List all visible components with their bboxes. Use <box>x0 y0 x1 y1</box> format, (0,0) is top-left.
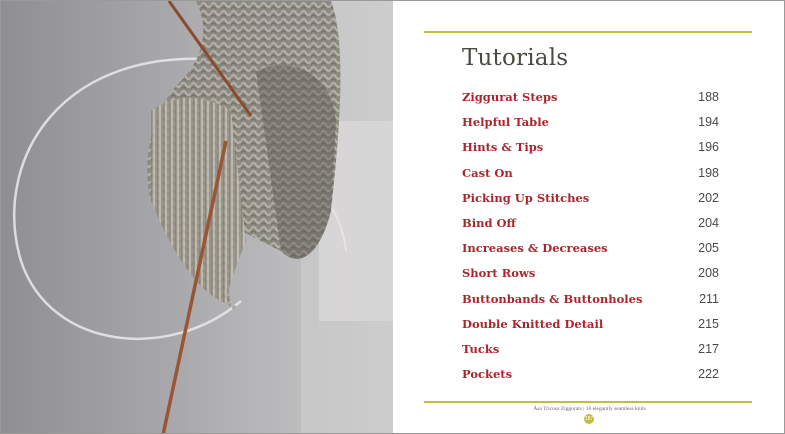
toc-item-label[interactable]: Increases & Decreases <box>462 241 608 256</box>
toc-item-label[interactable]: Hints & Tips <box>462 140 544 155</box>
toc-item-label[interactable]: Short Rows <box>462 266 536 281</box>
toc-item[interactable] <box>462 266 719 291</box>
toc-item-label[interactable]: Helpful Table <box>462 115 549 130</box>
toc-item[interactable] <box>462 90 719 115</box>
toc-item-label[interactable]: Cast On <box>462 165 513 180</box>
toc-item-page: 198 <box>698 165 719 180</box>
toc-item[interactable] <box>462 317 719 342</box>
toc-item-page: 202 <box>698 190 719 205</box>
toc-item-page: 217 <box>698 341 719 356</box>
toc-item-label[interactable]: Ziggurat Steps <box>462 90 558 104</box>
toc-item[interactable] <box>462 241 719 266</box>
toc-item[interactable] <box>462 367 719 392</box>
toc-item-page: 211 <box>699 291 719 306</box>
toc-item-page: 188 <box>698 90 719 104</box>
toc-item-page: 204 <box>698 215 719 230</box>
toc-list <box>462 90 719 392</box>
toc-item-page: 194 <box>698 115 719 130</box>
bottom-rule <box>424 401 752 403</box>
toc-item[interactable] <box>462 166 719 191</box>
toc-item[interactable] <box>462 216 719 241</box>
toc-item-page: 222 <box>698 367 719 382</box>
toc-item[interactable] <box>462 191 719 216</box>
toc-item[interactable] <box>462 342 719 367</box>
page-title: Tutorials <box>462 45 569 71</box>
toc-item-page: 215 <box>698 316 719 331</box>
toc-item-label[interactable]: Buttonbands & Buttonholes <box>462 291 643 306</box>
toc-item-page: 208 <box>698 266 719 281</box>
page-footer: Åsa Tricosa Ziggurats | 16 elegantly seamless knits <box>533 406 646 412</box>
toc-item-label[interactable]: Picking Up Stitches <box>462 190 590 205</box>
knitting-illustration <box>1 1 393 434</box>
toc-item-page: 205 <box>698 241 719 256</box>
knitting-photo <box>1 1 393 434</box>
toc-item[interactable] <box>462 115 719 140</box>
toc-item-label[interactable]: Pockets <box>462 367 513 382</box>
toc-item-label[interactable]: Double Knitted Detail <box>462 316 604 331</box>
contents-page <box>393 1 785 434</box>
toc-item-label[interactable]: Tucks <box>462 341 500 356</box>
page-number-badge: 187 <box>584 416 594 422</box>
toc-item-label[interactable]: Bind Off <box>462 215 516 230</box>
toc-item-page: 196 <box>698 140 719 155</box>
top-rule <box>424 31 752 33</box>
toc-item[interactable] <box>462 140 719 165</box>
toc-item[interactable] <box>462 292 719 317</box>
